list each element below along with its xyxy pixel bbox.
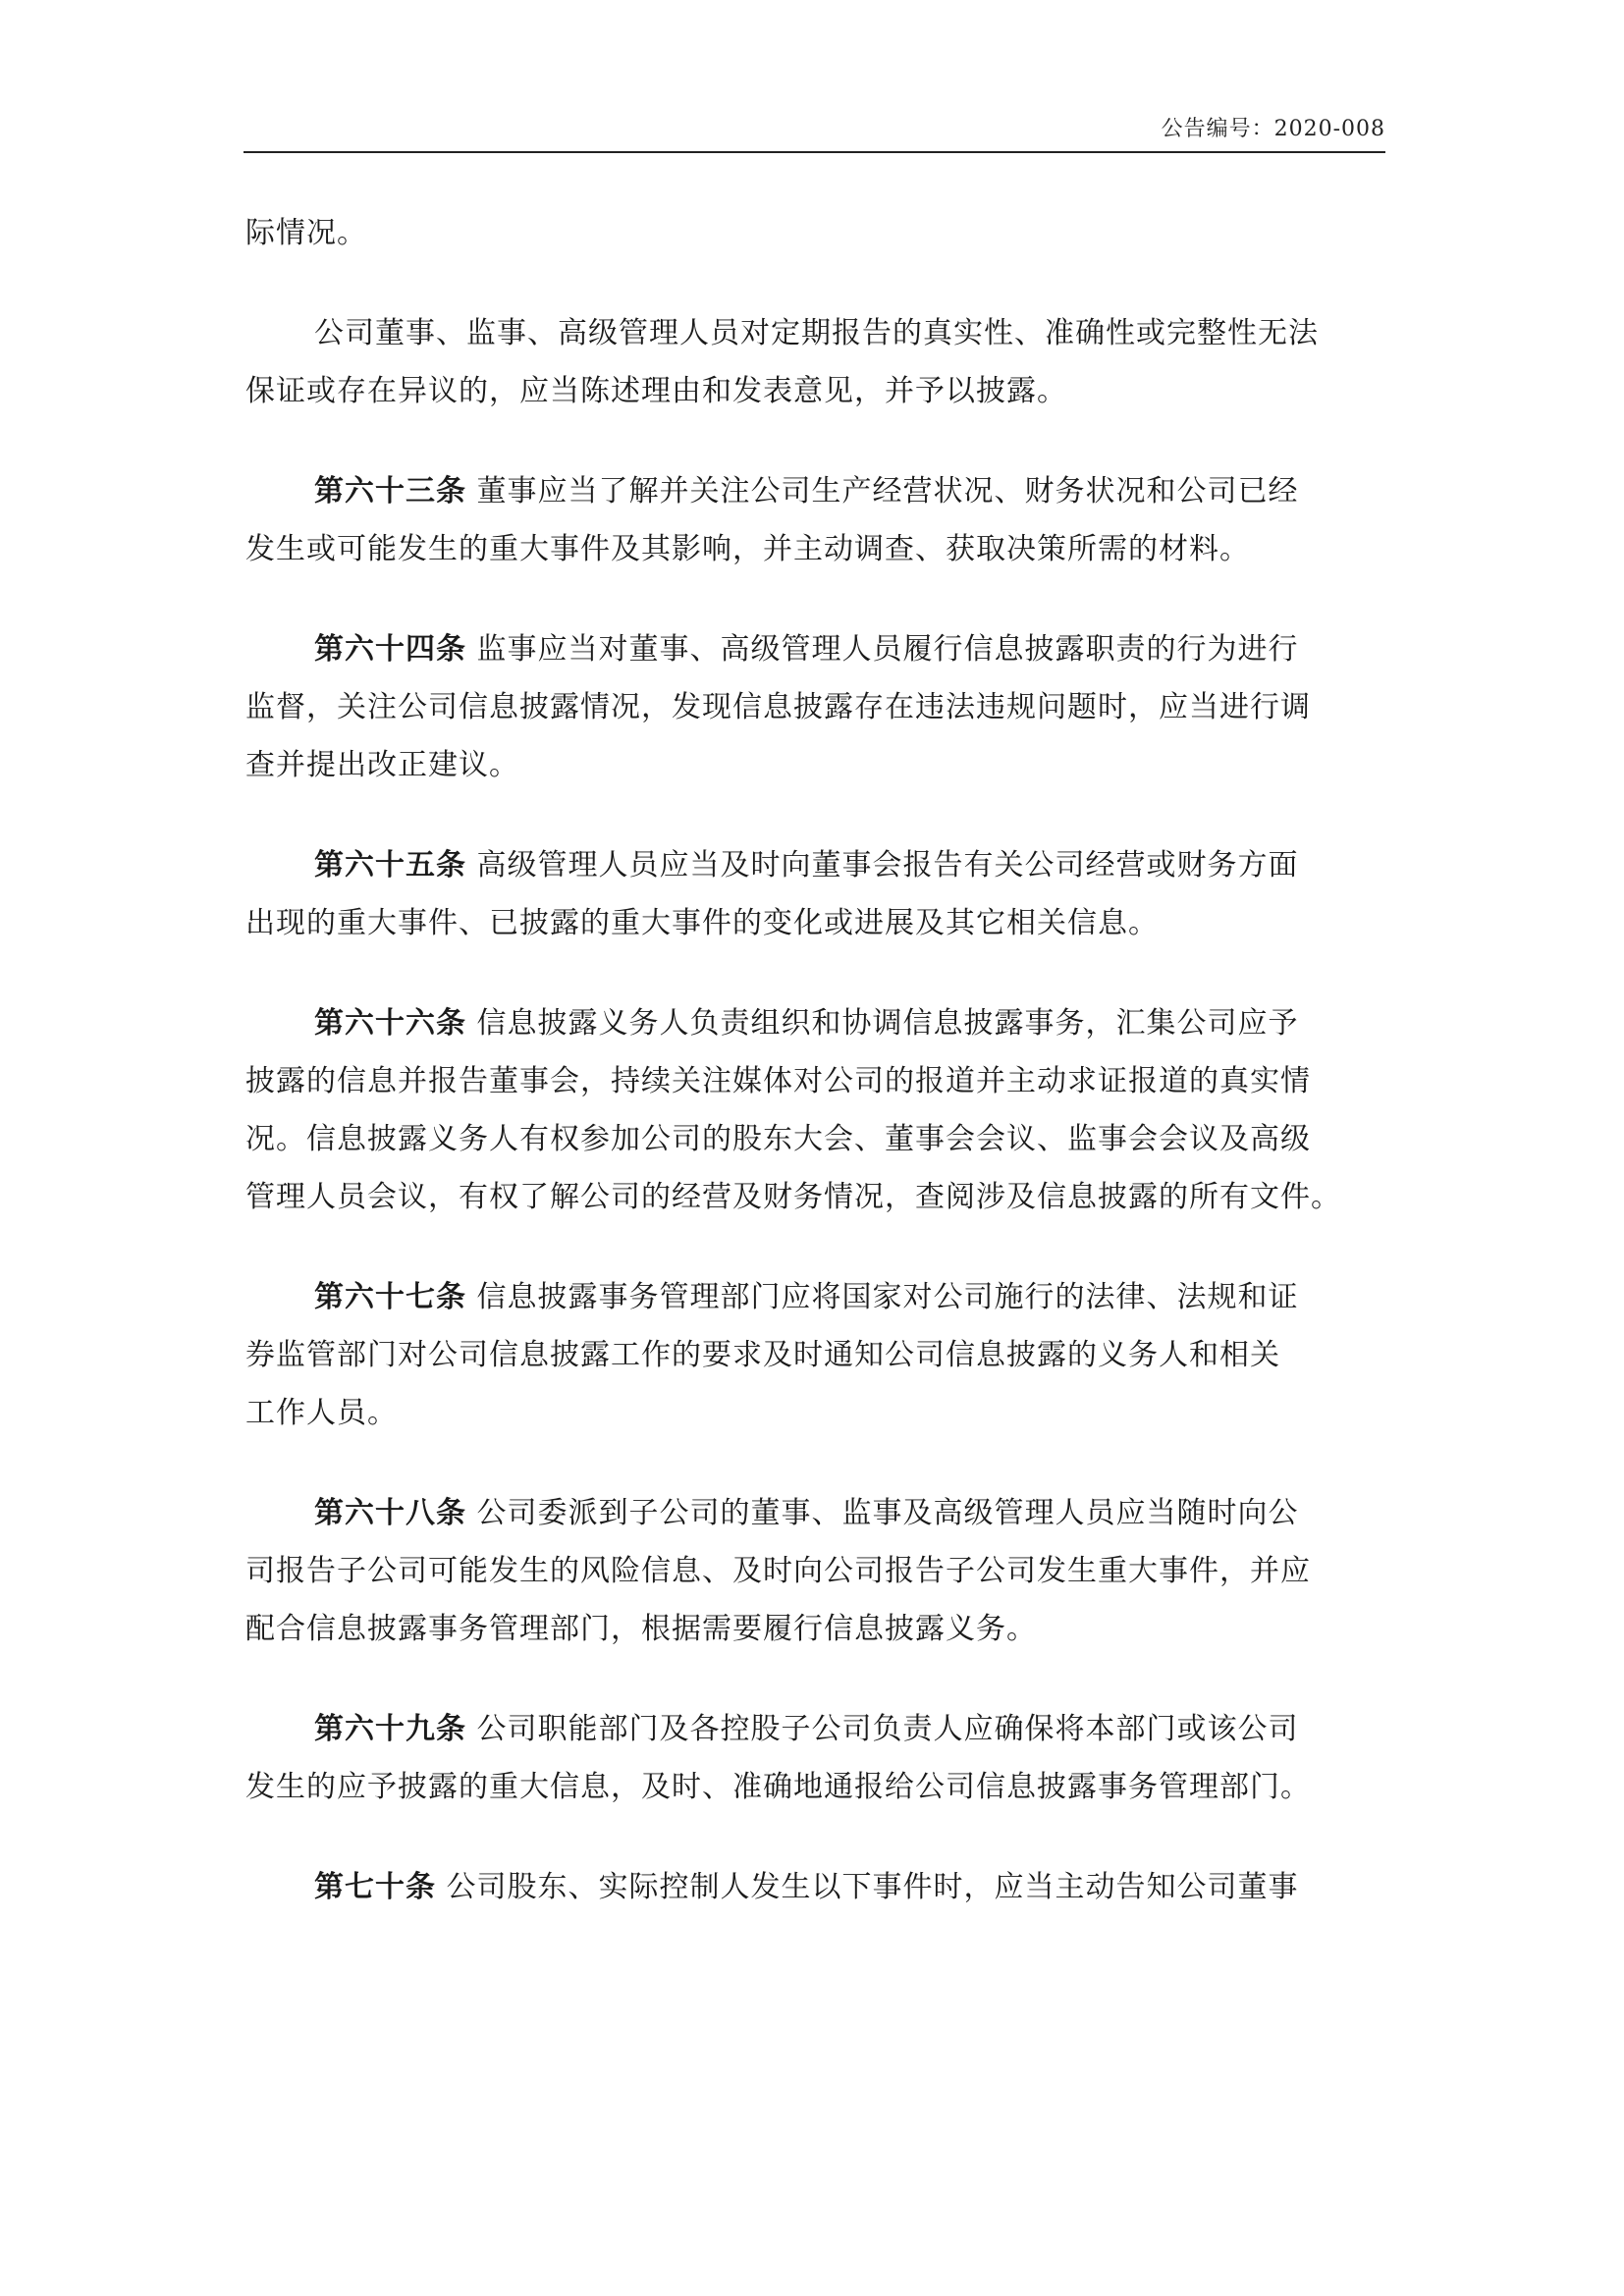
article-68 (245, 1484, 1387, 1658)
paragraph-continuation (245, 204, 1387, 262)
article-text: 公司股东、实际控制人发生以下事件时，应当主动告知公司董事 (446, 1870, 1299, 1904)
document-body (245, 204, 1387, 1916)
article-text: 信息披露义务人负责组织和协调信息披露事务，汇集公司应予 披露的信息并报告董事会，持续关注媒体对公司的报道并主动求证报道的真实情 况。信息披露义务人有权参加公司的股东大会、董事会会议、监事会会议及高级 管理人员会议，有权了解公司的经营及财务情况，查阅涉及信息披露的所有文件。 (245, 1006, 1341, 1214)
article-text: 董事应当了解并关注公司生产经营状况、财务状况和公司已经 发生或可能发生的重大事件及其影响，并主动调查、获取决策所需的材料。 (245, 474, 1299, 566)
article-text: 监事应当对董事、高级管理人员履行信息披露职责的行为进行 监督，关注公司信息披露情况，发现信息披露存在违法违规问题时，应当进行调 查并提出改正建议。 (245, 632, 1311, 782)
article-number: 第六十六条 (314, 1006, 466, 1041)
article-67 (245, 1268, 1387, 1442)
article-65 (245, 836, 1387, 952)
article-number: 第六十四条 (314, 632, 466, 667)
article-text: 公司职能部门及各控股子公司负责人应确保将本部门或该公司 发生的应予披露的重大信息，及时、准确地通报给公司信息披露事务管理部门。 (245, 1712, 1311, 1804)
article-70 (245, 1858, 1387, 1916)
article-63 (245, 462, 1387, 578)
article-66 (245, 994, 1387, 1226)
announcement-number: 公告编号：2020-008 (1161, 117, 1385, 141)
paragraph-supervision (245, 304, 1387, 420)
paragraph-text: 际情况。 (245, 216, 367, 250)
article-text: 信息披露事务管理部门应将国家对公司施行的法律、法规和证 券监管部门对公司信息披露工作的要求及时通知公司信息披露的义务人和相关 工作人员。 (245, 1280, 1299, 1430)
article-64 (245, 620, 1387, 794)
article-number: 第六十五条 (314, 848, 466, 882)
article-number: 第七十条 (314, 1870, 436, 1904)
article-number: 第六十三条 (314, 474, 466, 508)
article-text: 高级管理人员应当及时向董事会报告有关公司经营或财务方面 出现的重大事件、已披露的重大事件的变化或进展及其它相关信息。 (245, 848, 1299, 940)
article-number: 第六十七条 (314, 1280, 466, 1314)
article-number: 第六十八条 (314, 1496, 466, 1530)
paragraph-text: 公司董事、监事、高级管理人员对定期报告的真实性、准确性或完整性无法 保证或存在异议的，应当陈述理由和发表意见，并予以披露。 (245, 316, 1319, 408)
article-69 (245, 1700, 1387, 1816)
article-text: 公司委派到子公司的董事、监事及高级管理人员应当随时向公 司报告子公司可能发生的风险信息、及时向公司报告子公司发生重大事件，并应 配合信息披露事务管理部门，根据需要履行信息披露义务。 (245, 1496, 1311, 1646)
article-number: 第六十九条 (314, 1712, 466, 1746)
page-header (244, 116, 1385, 153)
